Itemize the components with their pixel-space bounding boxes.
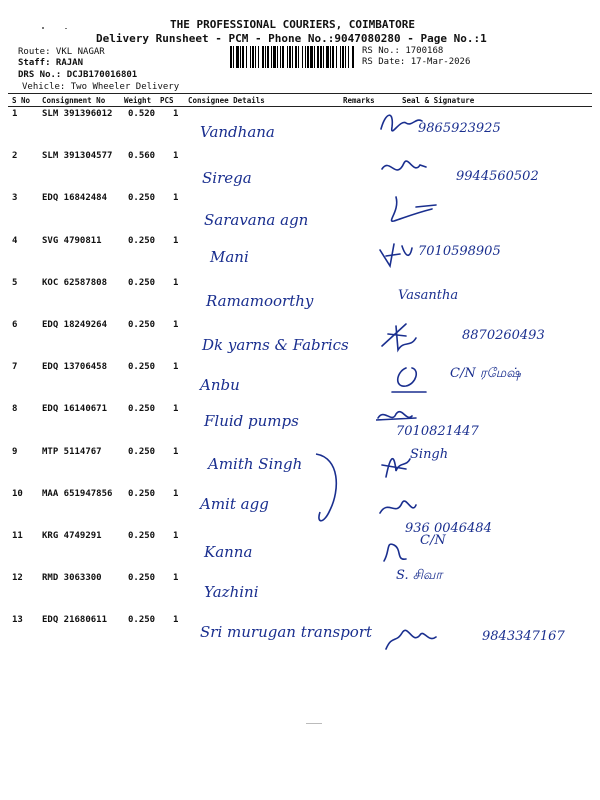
row-pcs: 1 xyxy=(173,235,179,246)
row-pcs: 1 xyxy=(173,404,179,415)
signature-scribble xyxy=(376,489,446,525)
row-weight: 0.250 xyxy=(128,488,156,499)
row-consignment-no: SVG 4790811 xyxy=(42,235,102,246)
handwritten-remark: S. சிவா xyxy=(396,568,443,584)
row-pcs: 1 xyxy=(173,615,179,626)
staff-label: Staff: RAJAN xyxy=(18,58,84,68)
handwritten-consignee: Anbu xyxy=(200,376,240,395)
handwritten-consignee: Sirega xyxy=(202,169,252,188)
handwritten-remark: 7010598905 xyxy=(418,243,501,259)
handwritten-consignee: Fluid pumps xyxy=(204,412,299,431)
row-sno: 6 xyxy=(12,320,18,330)
row-consignment-no: MAA 651947856 xyxy=(42,488,113,499)
scan-speck xyxy=(306,723,322,724)
runsheet-title: Delivery Runsheet - PCM - Phone No.:9047080280 - Page No.:1 xyxy=(96,32,487,45)
signature-scribble xyxy=(376,320,446,356)
table-row xyxy=(0,278,600,320)
row-sno: 13 xyxy=(12,615,23,626)
row-sno: 4 xyxy=(12,235,18,246)
handwritten-remark: 936 0046484 xyxy=(405,520,492,536)
row-sno: 12 xyxy=(12,573,23,584)
header-rule-bottom xyxy=(8,106,592,107)
row-weight: 0.520 xyxy=(128,109,156,119)
handwritten-remark: Vasantha xyxy=(398,287,459,303)
scan-speck xyxy=(65,28,67,29)
row-pcs: 1 xyxy=(173,193,179,204)
rs-date: RS Date: 17-Mar-2026 xyxy=(362,57,471,67)
row-weight: 0.560 xyxy=(128,151,156,162)
col-remarks: Remarks xyxy=(343,96,375,105)
rs-number: RS No.: 1700168 xyxy=(362,46,444,56)
row-consignment-no: SLM 391304577 xyxy=(42,151,113,162)
handwritten-consignee: Amith Singh xyxy=(208,454,303,473)
row-pcs: 1 xyxy=(173,362,179,373)
handwritten-remark: 7010821447 xyxy=(396,424,479,440)
signature-scribble xyxy=(376,573,446,609)
row-sno: 9 xyxy=(12,446,18,457)
handwritten-consignee: Yazhini xyxy=(204,583,259,602)
row-pcs: 1 xyxy=(173,488,179,499)
signature-scribble xyxy=(376,362,446,398)
col-consignment: Consignment No xyxy=(42,96,106,105)
col-consignee: Consignee Details xyxy=(188,96,265,105)
signature-scribble xyxy=(376,531,446,567)
scan-speck xyxy=(42,27,44,29)
company-name: THE PROFESSIONAL COURIERS, COIMBATORE xyxy=(170,18,416,31)
row-pcs: 1 xyxy=(173,531,179,541)
handwritten-consignee: Amit agg xyxy=(200,494,269,513)
table-row xyxy=(0,362,600,404)
handwritten-consignee: Ramamoorthy xyxy=(206,291,314,310)
row-weight: 0.250 xyxy=(128,446,156,457)
row-weight: 0.250 xyxy=(128,320,156,330)
row-consignment-no: SLM 391396012 xyxy=(42,109,113,119)
row-consignment-no: KOC 62587808 xyxy=(42,277,108,288)
col-pcs: PCS xyxy=(160,96,174,105)
handwritten-remark: 9843347167 xyxy=(482,629,565,645)
row-consignment-no: RMD 3063300 xyxy=(42,573,102,584)
handwritten-consignee: Sri murugan transport xyxy=(200,623,373,642)
handwritten-consignee: Kanna xyxy=(204,543,253,561)
handwritten-consignee: Mani xyxy=(210,247,249,266)
signature-scribble xyxy=(376,446,449,483)
row-sno: 1 xyxy=(12,109,18,119)
signature-scribble xyxy=(376,615,446,651)
route-label: Route: VKL NAGAR xyxy=(18,47,105,57)
row-pcs: 1 xyxy=(173,151,179,162)
row-sno: 3 xyxy=(12,193,18,204)
table-row xyxy=(0,447,600,489)
handwritten-remark: C/N ரமேஷ் xyxy=(450,366,521,382)
bracket-scribble xyxy=(310,450,350,530)
table-row xyxy=(0,320,600,362)
row-pcs: 1 xyxy=(173,573,179,584)
handwritten-remark: 9944560502 xyxy=(456,169,539,185)
table-row xyxy=(0,151,600,193)
signature-scribble xyxy=(376,109,446,145)
row-weight: 0.250 xyxy=(128,277,156,288)
row-pcs: 1 xyxy=(173,446,179,457)
col-weight: Weight xyxy=(124,96,152,105)
table-row xyxy=(0,236,600,278)
row-sno: 8 xyxy=(12,404,18,415)
row-consignment-no: KRG 4749291 xyxy=(42,531,102,541)
row-sno: 5 xyxy=(12,277,18,288)
row-sno: 11 xyxy=(12,531,23,541)
row-sno: 7 xyxy=(12,362,18,373)
row-sno: 10 xyxy=(12,488,23,499)
row-weight: 0.250 xyxy=(128,573,156,584)
handwritten-consignee: Saravana agn xyxy=(204,211,309,230)
row-pcs: 1 xyxy=(173,277,179,288)
table-row xyxy=(0,109,600,151)
row-consignment-no: MTP 5114767 xyxy=(42,446,102,457)
row-consignment-no: EDQ 13706458 xyxy=(42,362,108,373)
signature-scribble xyxy=(376,278,446,314)
table-row xyxy=(0,568,600,615)
row-pcs: 1 xyxy=(173,109,179,119)
handwritten-remark: Singh xyxy=(410,446,449,462)
signature-scribble xyxy=(376,236,446,272)
handwritten-consignee: Dk yarns & Fabrics xyxy=(202,336,349,354)
handwritten-remark: 9865923925 xyxy=(418,121,501,136)
row-weight: 0.250 xyxy=(128,531,156,541)
row-consignment-no: EDQ 21680611 xyxy=(42,615,108,626)
header-rule-top xyxy=(8,93,592,94)
row-weight: 0.250 xyxy=(128,615,156,626)
signature-scribble xyxy=(376,193,446,229)
row-consignment-no: EDQ 16140671 xyxy=(42,404,108,415)
table-row xyxy=(0,193,600,235)
col-seal-signature: Seal & Signature xyxy=(402,96,475,105)
handwritten-remark: 8870260493 xyxy=(462,328,545,343)
row-sno: 2 xyxy=(12,151,18,162)
barcode xyxy=(230,46,355,68)
vehicle-label: Vehicle: Two Wheeler Delivery xyxy=(22,82,180,92)
table-row xyxy=(0,615,600,657)
drs-number: DRS No.: DCJB170016801 xyxy=(18,70,138,80)
row-weight: 0.250 xyxy=(128,404,156,415)
row-weight: 0.250 xyxy=(128,362,156,373)
signature-scribble xyxy=(376,151,446,187)
table-row xyxy=(0,404,600,446)
row-weight: 0.250 xyxy=(128,193,156,204)
signature-scribble xyxy=(376,404,446,440)
col-sno: S No xyxy=(12,96,31,105)
row-consignment-no: EDQ 18249264 xyxy=(42,320,108,330)
row-consignment-no: EDQ 16842484 xyxy=(42,193,108,204)
row-pcs: 1 xyxy=(173,320,179,330)
table-row xyxy=(0,531,600,573)
row-weight: 0.250 xyxy=(128,235,156,246)
handwritten-remark: C/N xyxy=(420,533,446,548)
handwritten-consignee: Vandhana xyxy=(200,123,275,141)
